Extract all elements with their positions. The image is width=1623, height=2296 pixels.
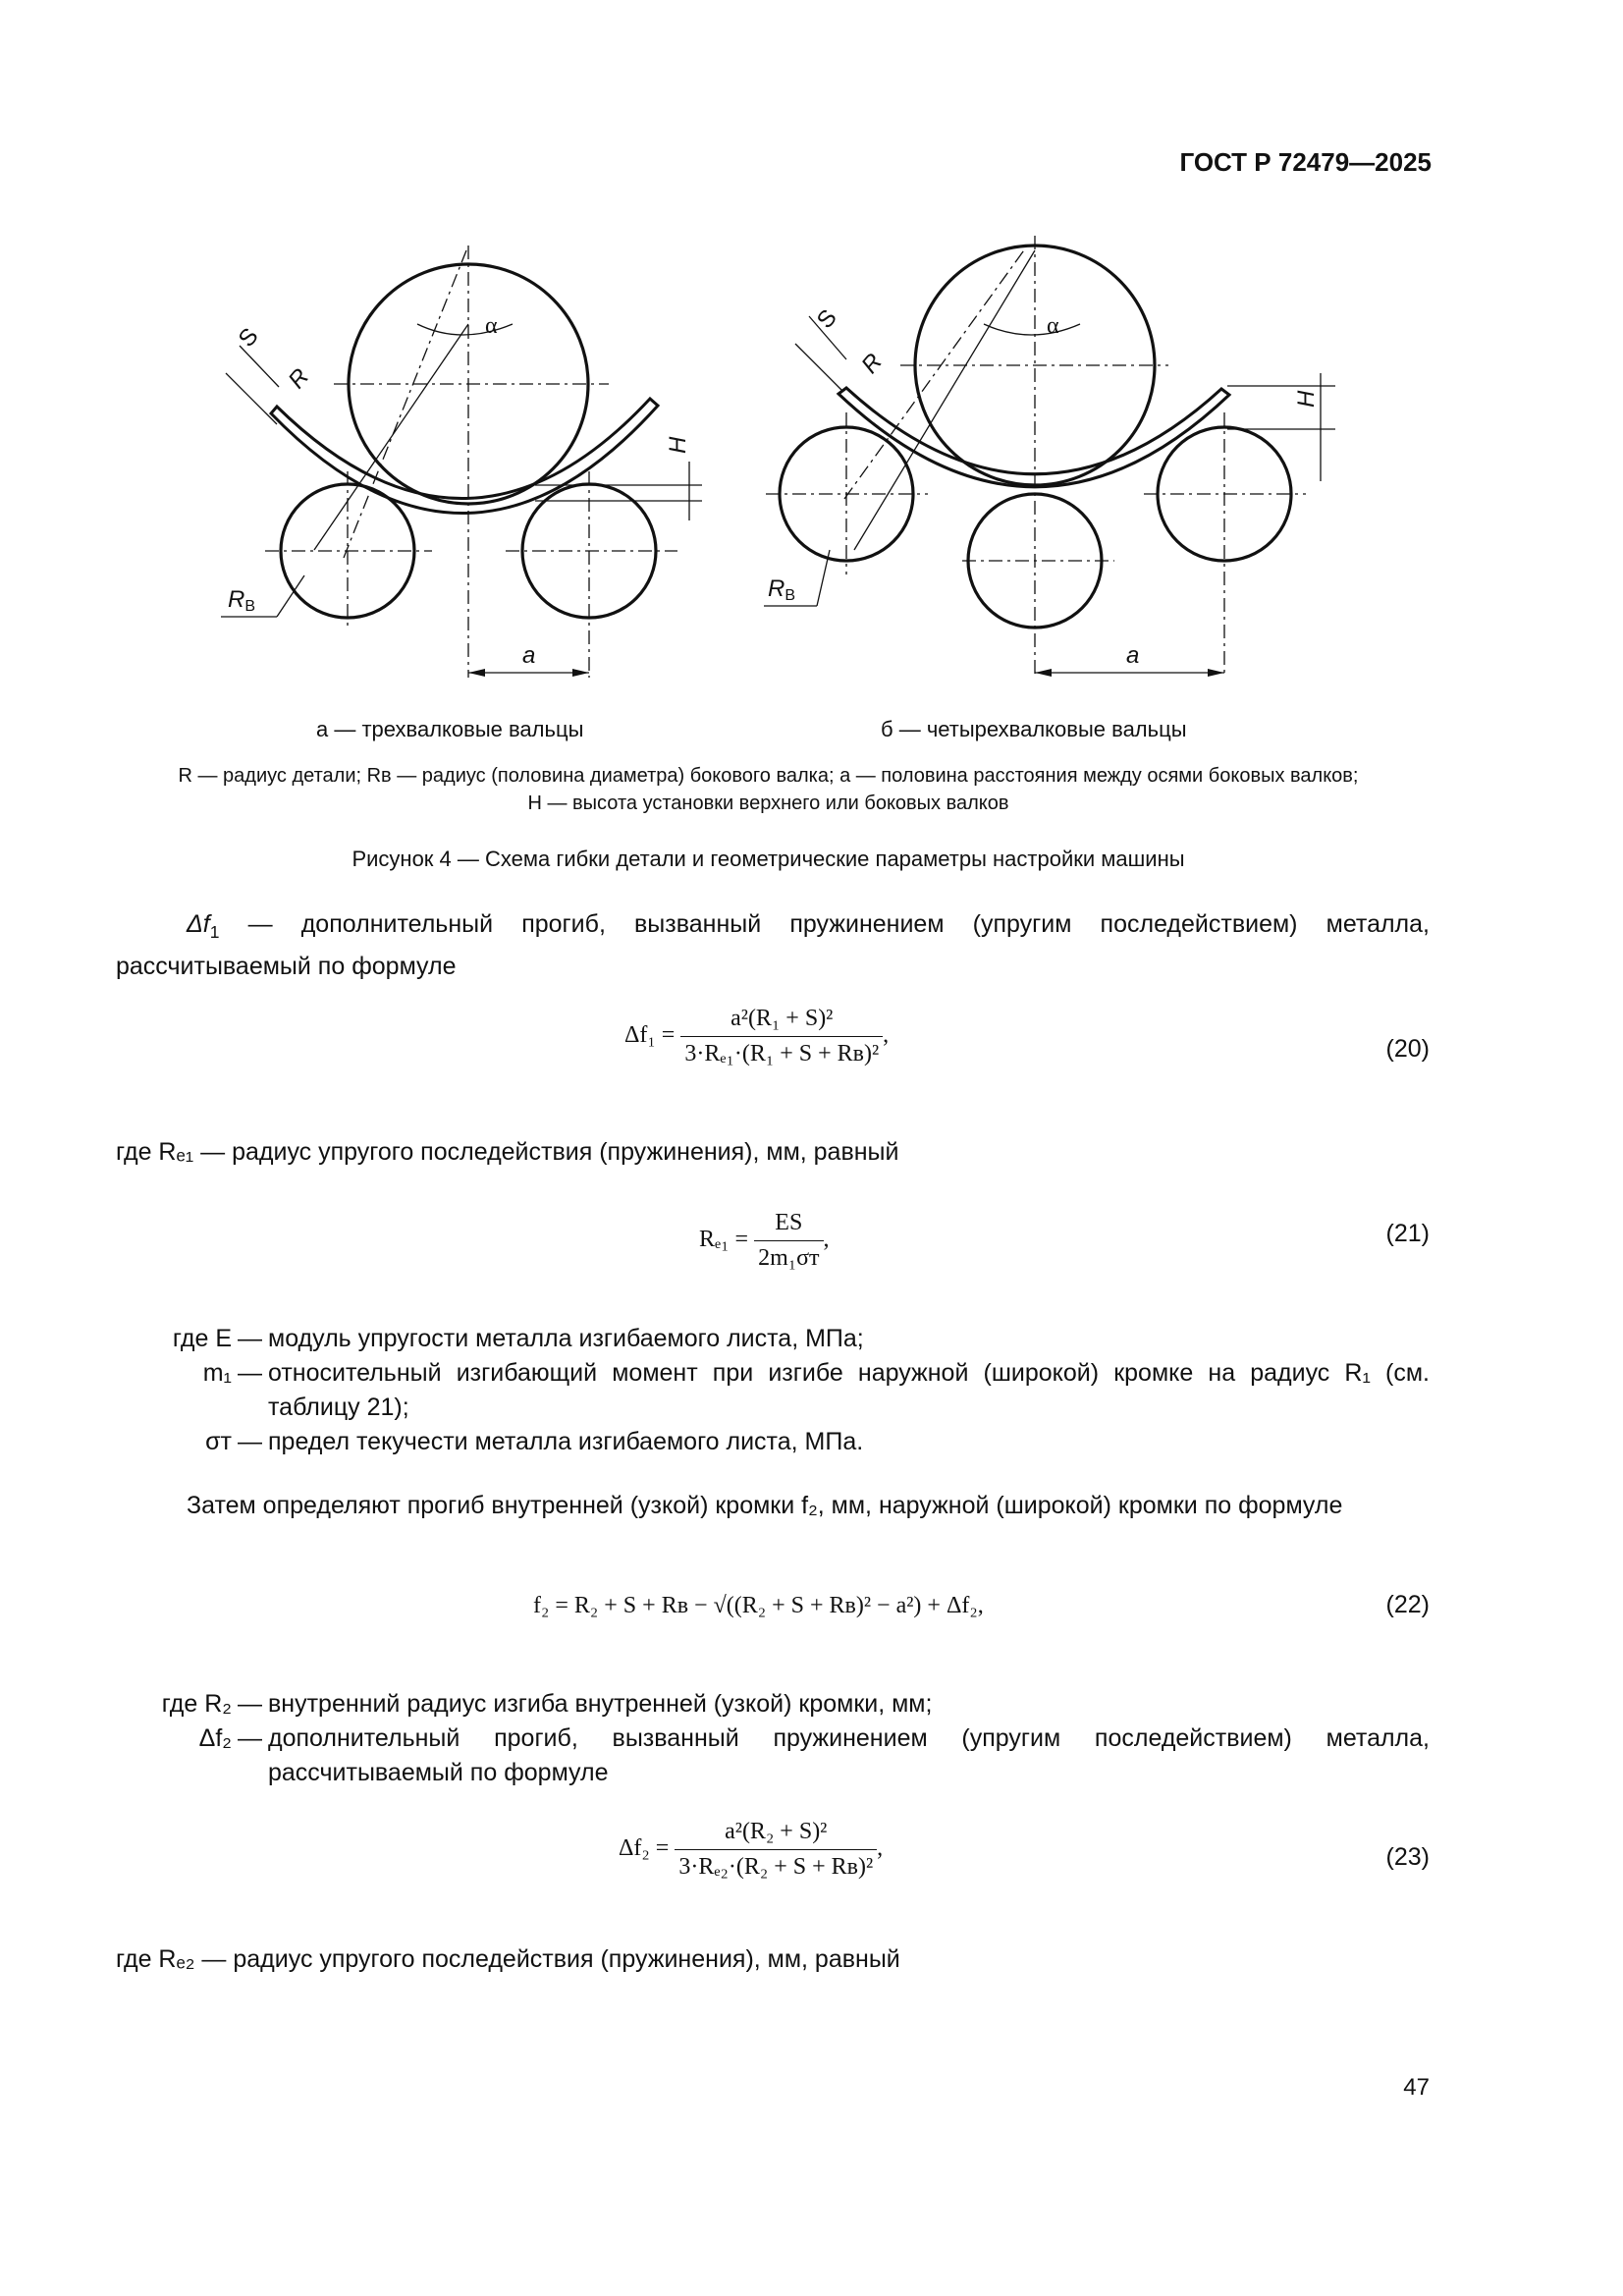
definition-row: Δf₂ — дополнительный прогиб, вызванный пружинением (упругим последействием) металла, рассчитываемый по формуле [198,1724,1430,1786]
legend-line-1: R — радиус детали; Rв — радиус (половина диаметра) бокового валка; a — половина расстояния между осями боковых валков; [178,765,1359,787]
equation-number-21: (21) [1385,1220,1430,1247]
page-number: 47 [1403,2074,1430,2101]
equation-23: Δf₂ = $\frac{\text{a²(R₂ + S)²}}{\text{3·Rₑ₂·(R₂ + S + Rв)²}}$ , [619,1819,884,1880]
equation-number-20: (20) [1385,1035,1430,1063]
definition-row: m₁ — относительный изгибающий момент при изгибе наружной (широкой) кромке на радиус R₁ (см. таблицу 21); [202,1359,1430,1421]
label-Rv-right: RВ [768,575,796,604]
paragraph-delta-f1: $\Delta f_1$ — дополнительный прогиб, вызванный пружинением (упругим последействием) металла, рассчитываемый по формуле [116,910,1430,980]
paragraph-f2: Затем определяют прогиб внутренней (узкой) кромки f₂, мм, наружной (широкой) кромки по формуле [187,1492,1343,1519]
workpiece-left [271,399,658,514]
label-Rv-left: RВ [228,586,256,615]
caption-left: а — трехвалковые вальцы [316,717,584,741]
document-header: ГОСТ Р 72479—2025 [1179,147,1432,177]
equation-22: f₂ = R₂ + S + Rв − √((R₂ + S + Rв)² − a²) + Δf₂, [533,1593,984,1618]
label-alpha-left: α [485,313,498,339]
equation-number-22: (22) [1385,1591,1430,1618]
label-S-left: S [233,323,264,353]
bending-scheme-figure [0,0,1623,707]
definition-row: где R₂ — внутренний радиус изгиба внутренней (узкой) кромки, мм; [161,1690,933,1718]
definitions-2 [116,1687,1430,1790]
label-H-right: H [1293,390,1320,408]
paragraph-re2: где Rₑ₂ — радиус упругого последействия (пружинения), мм, равный [116,1945,900,1973]
definition-row: где E — модуль упругости металла изгибаемого листа, МПа; [172,1325,864,1352]
definition-row: σт — предел текучести металла изгибаемого листа, МПа. [205,1428,864,1455]
label-R-left: R [283,363,315,394]
label-a-right: a [1126,642,1140,669]
label-a-left: a [522,642,536,669]
label-alpha-right: α [1047,313,1059,339]
label-R-right: R [856,348,889,379]
equation-number-23: (23) [1385,1843,1430,1871]
workpiece-right [839,388,1229,487]
figure-legend [108,762,1429,817]
definitions-1 [116,1322,1430,1459]
label-S-right: S [811,304,842,334]
equation-21: Rₑ₁ = $\frac{ES}{\text{2m₁σт}}$ , [699,1210,830,1271]
caption-right: б — четырехвалковые вальцы [881,717,1187,741]
figure-title: Рисунок 4 — Схема гибки детали и геометрические параметры настройки машины [352,847,1185,871]
equation-20: Δf₁ = $\frac{\text{a²(R₁ + S)²}}{\text{3·Rₑ₁·(R₁ + S + Rв)²}}$ , [624,1006,890,1066]
paragraph-re1: где Rₑ₁ — радиус упругого последействия (пружинения), мм, равный [116,1138,899,1166]
label-H-left: H [665,436,691,454]
legend-line-2: H — высота установки верхнего или боковых валков [527,793,1009,814]
